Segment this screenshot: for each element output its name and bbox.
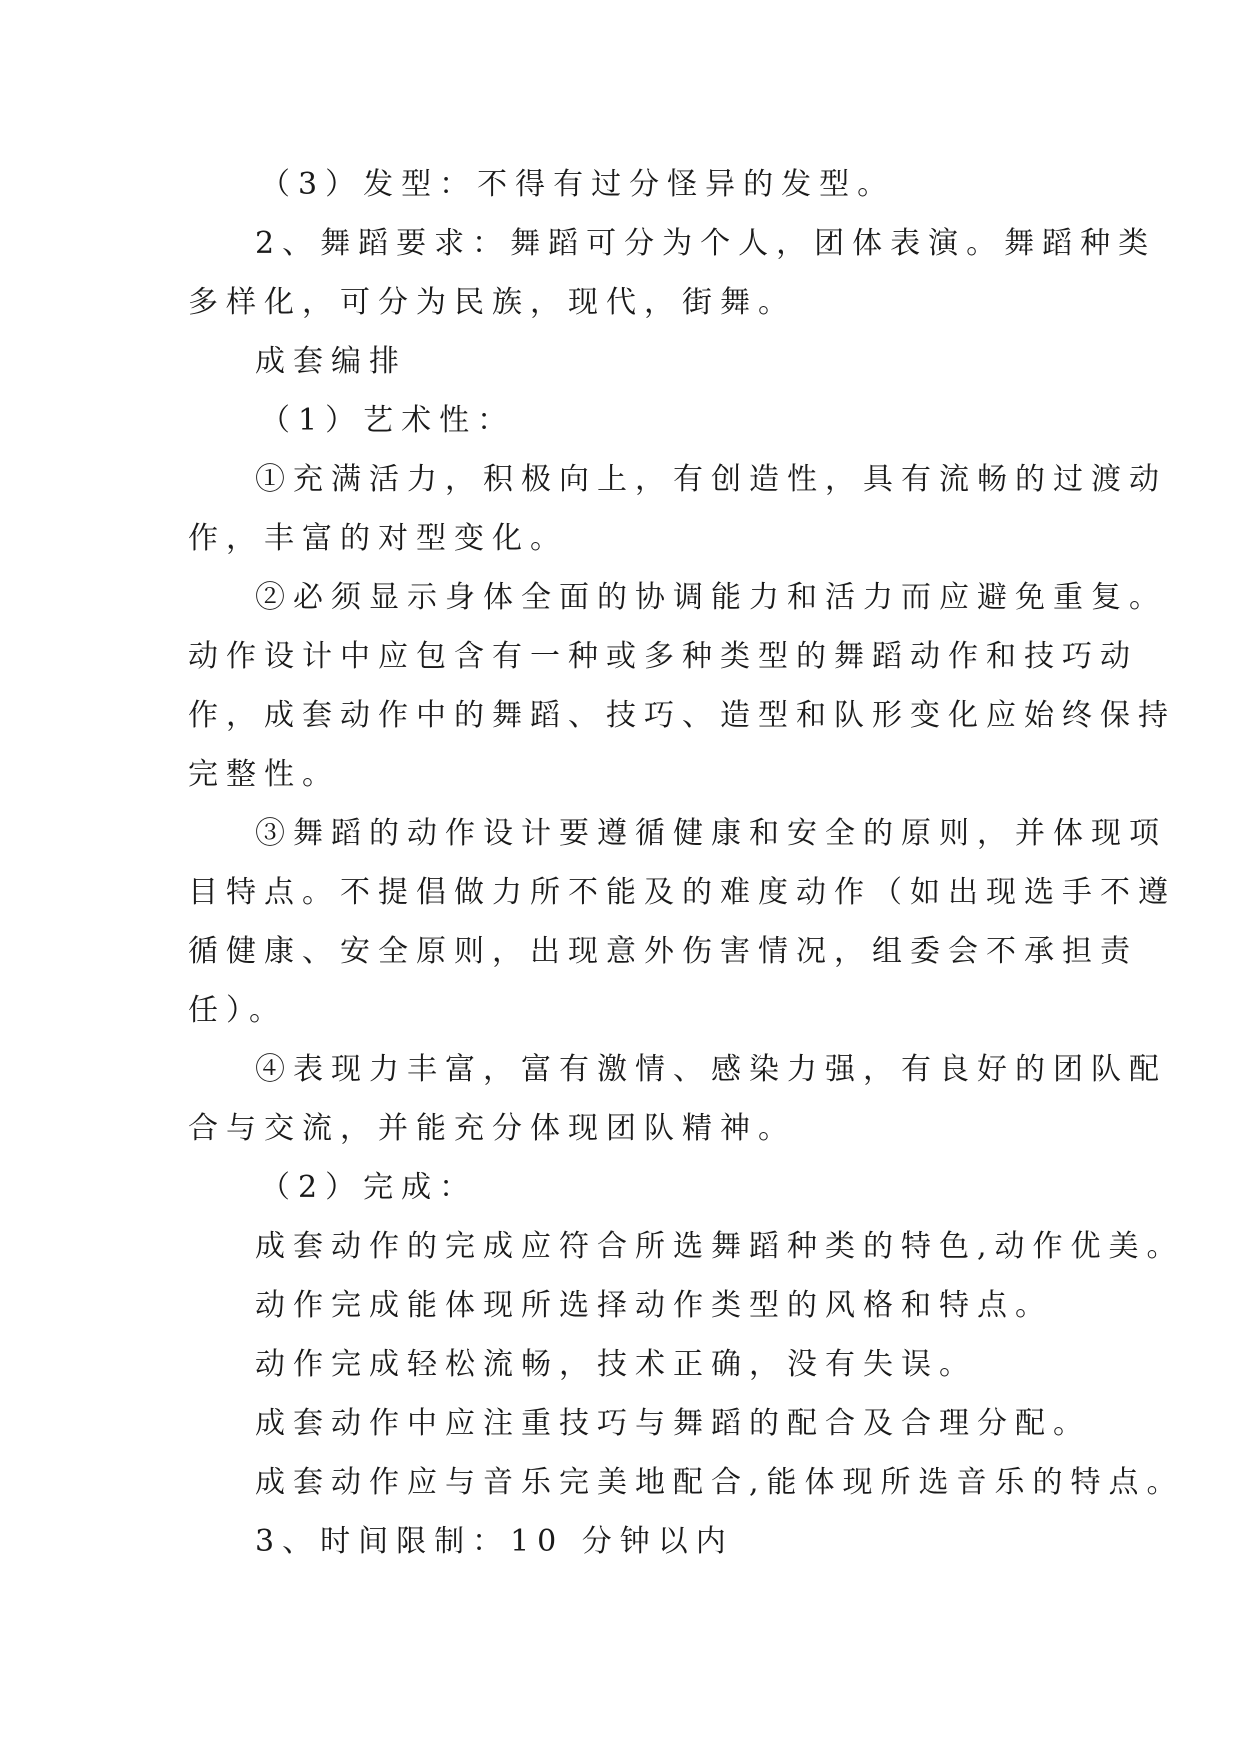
hairstyle-rule: （3）发型：不得有过分怪异的发型。 <box>260 167 896 202</box>
artistry-item-2-line-1: ②必须显示身体全面的协调能力和活力而应避免重复。 <box>255 580 1167 615</box>
completion-item-5: 成套动作应与音乐完美地配合,能体现所选音乐的特点。 <box>255 1465 1185 1500</box>
artistry-item-3-line-2: 目特点。不提倡做力所不能及的难度动作（如出现选手不遵 <box>188 875 1176 910</box>
artistry-item-3-line-1: ③舞蹈的动作设计要遵循健康和安全的原则，并体现项 <box>255 816 1167 851</box>
time-limit: 3、时间限制：10 分钟以内 <box>255 1524 734 1559</box>
artistry-item-4-line-1: ④表现力丰富，富有激情、感染力强，有良好的团队配 <box>255 1052 1167 1087</box>
artistry-item-1-line-2: 作，丰富的对型变化。 <box>188 521 568 556</box>
completion-item-3: 动作完成轻松流畅，技术正确，没有失误。 <box>255 1347 977 1382</box>
artistry-item-2-line-4: 完整性。 <box>188 757 340 792</box>
artistry-heading: （1）艺术性： <box>260 403 516 438</box>
artistry-item-2-line-2: 动作设计中应包含有一种或多种类型的舞蹈动作和技巧动 <box>188 639 1138 674</box>
dance-requirement-line-1: 2、舞蹈要求：舞蹈可分为个人，团体表演。舞蹈种类 <box>255 226 1157 261</box>
choreography-heading: 成套编排 <box>255 344 407 379</box>
completion-item-2: 动作完成能体现所选择动作类型的风格和特点。 <box>255 1288 1053 1323</box>
artistry-item-4-line-2: 合与交流，并能充分体现团队精神。 <box>188 1111 796 1146</box>
dance-requirement-line-2: 多样化，可分为民族，现代，街舞。 <box>188 285 796 320</box>
artistry-item-2-line-3: 作，成套动作中的舞蹈、技巧、造型和队形变化应始终保持 <box>188 698 1176 733</box>
completion-item-4: 成套动作中应注重技巧与舞蹈的配合及合理分配。 <box>255 1406 1091 1441</box>
completion-item-1: 成套动作的完成应符合所选舞蹈种类的特色,动作优美。 <box>255 1229 1185 1264</box>
artistry-item-1-line-1: ①充满活力，积极向上，有创造性，具有流畅的过渡动 <box>255 462 1167 497</box>
completion-heading: （2）完成： <box>260 1170 478 1205</box>
artistry-item-3-line-4: 任）。 <box>188 993 287 1028</box>
artistry-item-3-line-3: 循健康、安全原则，出现意外伤害情况，组委会不承担责 <box>188 934 1138 969</box>
